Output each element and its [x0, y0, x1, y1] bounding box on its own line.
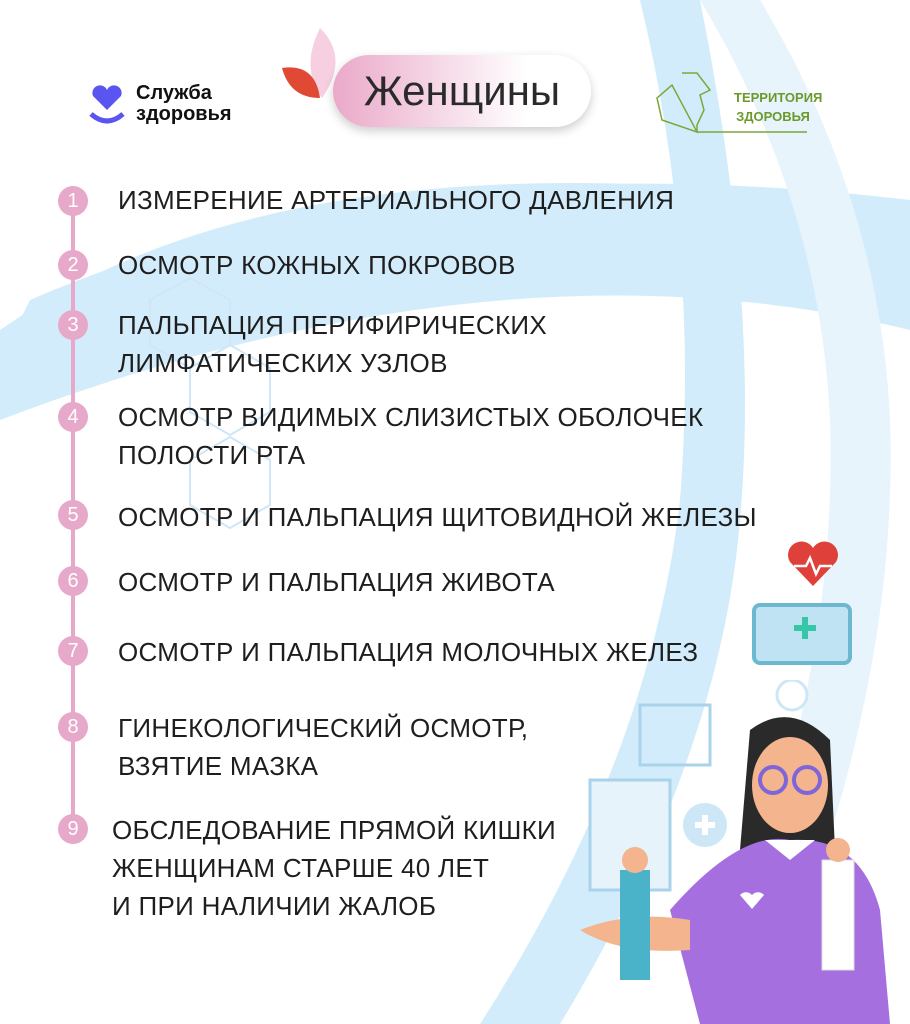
- step-text: ОСМОТР И ПАЛЬПАЦИЯ ЩИТОВИДНОЙ ЖЕЛЕЗЫ: [118, 502, 757, 532]
- step-text: ИЗМЕРЕНИЕ АРТЕРИАЛЬНОГО ДАВЛЕНИЯ: [118, 185, 675, 215]
- doctor-illustration: [560, 680, 910, 1024]
- step-number: 4: [58, 402, 88, 432]
- step-number: 8: [58, 712, 88, 742]
- step-text: ОСМОТР И ПАЛЬПАЦИЯ МОЛОЧНЫХ ЖЕЛЕЗ: [118, 637, 699, 667]
- step-number: 5: [58, 500, 88, 530]
- step-number: 6: [58, 566, 88, 596]
- step-number: 9: [58, 814, 88, 844]
- step-number: 7: [58, 636, 88, 666]
- medical-monitor-icon: [752, 603, 852, 665]
- page-title: Женщины: [333, 55, 591, 127]
- step-number: 3: [58, 310, 88, 340]
- step-text: ГИНЕКОЛОГИЧЕСКИЙ ОСМОТР, ВЗЯТИЕ МАЗКА: [118, 713, 529, 781]
- logo-territoriya-zdorovya: [652, 70, 823, 140]
- heart-smile-icon: [88, 82, 126, 126]
- step-text: ПАЛЬПАЦИЯ ПЕРИФИРИЧЕСКИХ ЛИМФАТИЧЕСКИХ УЗЛОВ: [118, 310, 548, 378]
- logo-text: ТЕРРИТОРИЯ ЗДОРОВЬЯ: [734, 90, 823, 124]
- step-text: ОБСЛЕДОВАНИЕ ПРЯМОЙ КИШКИ ЖЕНЩИНАМ СТАРШЕ 40 ЛЕТ И ПРИ НАЛИЧИИ ЖАЛОБ: [112, 815, 557, 921]
- step-text: ОСМОТР КОЖНЫХ ПОКРОВОВ: [118, 250, 516, 280]
- step-text: ОСМОТР И ПАЛЬПАЦИЯ ЖИВОТА: [118, 567, 555, 597]
- step-number: 2: [58, 250, 88, 280]
- step-text: ОСМОТР ВИДИМЫХ СЛИЗИСТЫХ ОБОЛОЧЕК ПОЛОСТИ РТА: [118, 402, 704, 470]
- logo-sluzhba-zdorovya: [88, 82, 246, 126]
- step-number: 1: [58, 186, 88, 216]
- heart-pulse-icon: [786, 540, 840, 588]
- logo-text: Служба здоровья: [136, 82, 232, 125]
